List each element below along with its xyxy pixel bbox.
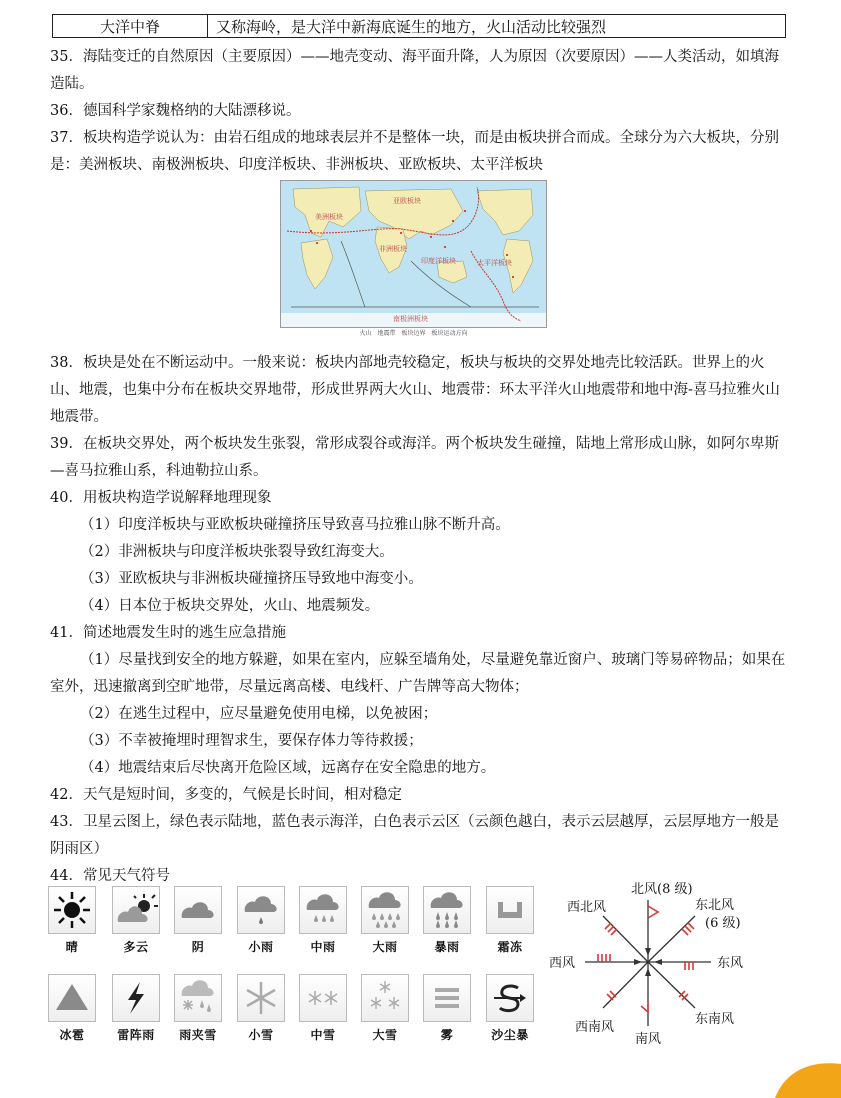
item-42: 42．天气是短时间，多变的，气候是长时间，相对稳定: [50, 787, 402, 803]
partly-cloudy-icon: [114, 890, 158, 930]
item-36: 36．德国科学家魏格纳的大陆漂移说。: [50, 103, 301, 119]
moderate-snow-icon: [303, 978, 343, 1018]
sandstorm-icon: [490, 978, 530, 1018]
moderate-rain-icon: [303, 890, 343, 930]
item-37: 37．板块构造学说认为：由岩石组成的地球表层并不是整体一块，而是由板块拼合而成。全球分为六大板块，分别是：美洲板块、南极洲板块、印度洋板块、非洲板块、亚欧板块、太平洋板块: [50, 130, 779, 173]
light-snow-icon: [241, 978, 281, 1018]
weather-symbol-hail: 冰雹: [48, 974, 96, 1043]
weather-symbol-sunny: 晴: [48, 886, 96, 955]
plate-label: 印度洋板块: [421, 257, 456, 265]
hail-icon: [52, 978, 92, 1018]
item-43: 43．卫星云图上，绿色表示陆地，蓝色表示海洋，白色表示云区（云颜色越白，表示云层越厚，云层厚地方一般是阴雨区）: [50, 814, 779, 857]
legend-volcano: 火山: [359, 330, 372, 337]
weather-symbol-rainstorm: 暴雨: [423, 886, 471, 955]
weather-symbol-light-rain: 小雨: [237, 886, 285, 955]
page-corner-decoration: [775, 1060, 841, 1098]
weather-symbol-heavy-snow: 大雪: [361, 974, 409, 1043]
plate-label: 非洲板块: [379, 245, 407, 253]
weather-symbol-moderate-rain: 中雨: [299, 886, 347, 955]
item-44: 44．常见天气符号: [50, 868, 170, 884]
table-term-cell: 大洋中脊: [53, 15, 208, 38]
weather-symbol-moderate-snow: 中雪: [299, 974, 347, 1043]
weather-symbol-partly-cloudy: 多云: [112, 886, 160, 955]
table-row: [53, 15, 786, 38]
wind-label-north: 北风(8 级): [631, 882, 693, 897]
item-40-1: （1）印度洋板块与亚欧板块碰撞挤压导致喜马拉雅山脉不断升高。: [80, 517, 510, 533]
corner-shape: [775, 1060, 841, 1098]
frost-icon: [490, 890, 530, 930]
weather-symbol-sandstorm: 沙尘暴: [486, 974, 534, 1043]
definition-table: [52, 14, 786, 38]
overcast-icon: [178, 890, 218, 930]
weather-symbol-overcast: 阴: [174, 886, 222, 955]
wind-label-southeast: 东南风: [695, 1012, 735, 1027]
weather-symbols: [48, 886, 548, 1046]
plate-map: [280, 180, 547, 337]
item-41-1: （1）尽量找到安全的地方躲避，如果在室内，应躲至墙角处，尽量避免靠近窗户、玻璃门等易碎物品；如果在室外，迅速撤离到空旷地带，尽量远离高楼、电线杆、广告牌等高大物体；: [50, 652, 786, 695]
wind-label-west: 西风: [549, 956, 576, 971]
item-41-4: （4）地震结束后尽快离开危险区域，远离存在安全隐患的地方。: [80, 760, 496, 776]
wind-label-northeast-level: (6 级): [705, 916, 741, 931]
plate-label: 亚欧板块: [393, 197, 421, 205]
item-38: 38．板块是处在不断运动中。一般来说：板块内部地壳较稳定，板块与板块的交界处地壳比较活跃。世界上的火山、地震，也集中分布在板块交界地带，形成世界两大火山、地震带：环太平洋火山地震带和地中海-喜马拉雅火山地震带。: [50, 355, 780, 425]
plate-label: 太平洋板块: [477, 259, 512, 267]
weather-symbol-fog: 雾: [423, 974, 471, 1043]
light-rain-icon: [241, 890, 281, 930]
item-40: 40．用板块构造学说解释地理现象: [50, 490, 272, 506]
plate-map-image: [280, 180, 547, 328]
notes-body: [50, 44, 786, 890]
item-40-2: （2）非洲板块与印度洋板块张裂导致红海变大。: [80, 544, 394, 560]
plate-label: 美洲板块: [315, 213, 343, 221]
item-40-4: （4）日本位于板块交界处，火山、地震频发。: [80, 598, 380, 614]
legend-seismic-belt: 地震带: [377, 330, 396, 337]
item-41-2: （2）在逃生过程中，应尽量避免使用电梯，以免被困；: [80, 706, 438, 722]
fog-icon: [427, 978, 467, 1018]
wind-label-northeast: 东北风: [695, 898, 735, 913]
world-map-svg: [281, 181, 547, 328]
item-41: 41．简述地震发生时的逃生应急措施: [50, 625, 286, 641]
wind-label-south: 南风: [635, 1032, 662, 1047]
weather-symbol-light-snow: 小雪: [237, 974, 285, 1043]
legend-plate-boundary: 板块边界: [401, 330, 426, 337]
heavy-rain-icon: [365, 890, 405, 930]
sleet-icon: [178, 978, 218, 1018]
map-legend: [280, 330, 547, 338]
sunny-icon: [52, 890, 92, 930]
rainstorm-icon: [427, 890, 467, 930]
wind-label-east: 东风: [717, 956, 744, 971]
weather-symbol-thunder-shower: 雷阵雨: [112, 974, 160, 1043]
wind-label-southwest: 西南风: [575, 1020, 615, 1035]
legend-plate-motion: 板块运动方向: [431, 330, 468, 337]
item-35: 35．海陆变迁的自然原因（主要原因）——地壳变动、海平面升降，人为原因（次要原因）——人类活动，如填海造陆。: [50, 49, 779, 92]
wind-label-northwest: 西北风: [567, 900, 607, 915]
item-41-3: （3）不幸被掩埋时理智求生，要保存体力等待救援；: [80, 733, 423, 749]
item-39: 39．在板块交界处，两个板块发生张裂，常形成裂谷或海洋。两个板块发生碰撞，陆地上常形成山脉，如阿尔卑斯—喜马拉雅山系，科迪勒拉山系。: [50, 436, 779, 479]
weather-symbol-frost: 霜冻: [486, 886, 534, 955]
table-definition-cell: 又称海岭，是大洋中新海底诞生的地方，火山活动比较强烈: [208, 15, 786, 38]
plate-label: 南极洲板块: [393, 315, 428, 323]
weather-symbol-heavy-rain: 大雨: [361, 886, 409, 955]
thunder-shower-icon: [116, 978, 156, 1018]
weather-symbol-sleet: 雨夹雪: [174, 974, 222, 1043]
heavy-snow-icon: [365, 978, 405, 1018]
wind-diagram: [545, 876, 775, 1056]
item-40-3: （3）亚欧板块与非洲板块碰撞挤压导致地中海变小。: [80, 571, 423, 587]
